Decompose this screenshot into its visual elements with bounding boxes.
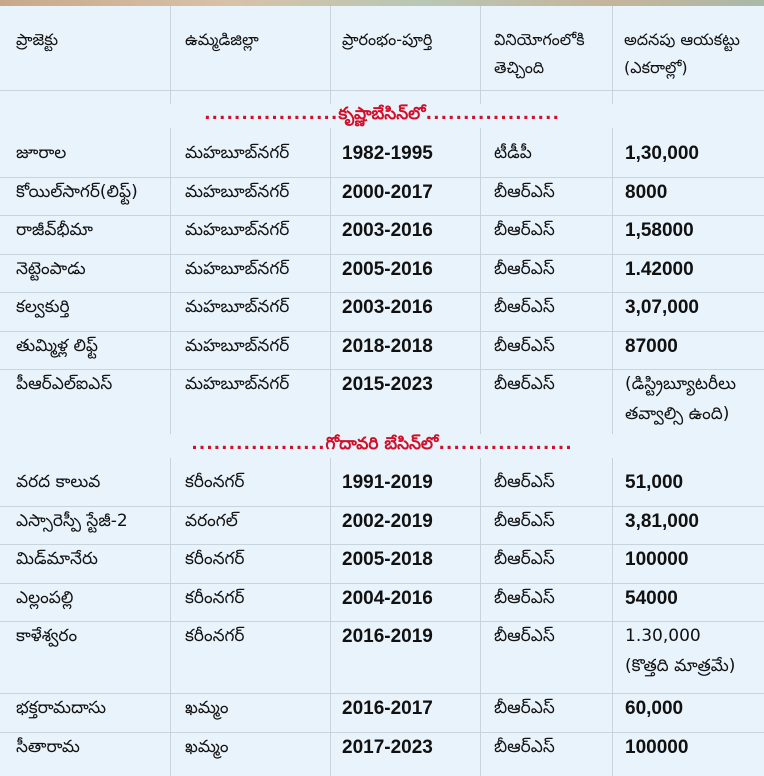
cell-party: బీఆర్‌ఎస్ xyxy=(494,472,555,492)
cell-party: బీఆర్‌ఎస్ xyxy=(494,297,555,317)
cell-project: భక్తరామదాసు xyxy=(16,698,106,718)
cell-project: నెట్టెంపాడు xyxy=(16,258,86,279)
cell-party: బీఆర్‌ఎస్ xyxy=(494,258,555,279)
section-heading xyxy=(0,434,764,458)
projects-table xyxy=(0,6,764,776)
cell-acres: 3,81,000 xyxy=(625,510,699,532)
cell-period: 2000-2017 xyxy=(342,181,433,203)
cell-period: 2016-2017 xyxy=(342,698,433,719)
table-row xyxy=(0,507,764,546)
cell-district: ఖమ్మం xyxy=(185,736,229,757)
cell-project: పీఆర్‌ఎల్‌ఐఎస్ xyxy=(16,374,113,394)
cell-party: టీడీపీ xyxy=(494,143,532,163)
cell-period: 2004-2016 xyxy=(342,587,433,609)
cell-district: మహబూబ్‌నగర్ xyxy=(185,297,290,317)
cell-district: మహబూబ్‌నగర్ xyxy=(185,374,290,394)
table-row xyxy=(0,584,764,623)
table-row xyxy=(0,216,764,255)
header-period: ప్రారంభం-పూర్తి xyxy=(342,30,433,49)
cell-party: బీఆర్‌ఎస్ xyxy=(494,587,555,608)
cell-acres: 51,000 xyxy=(625,472,684,493)
section-title: గోదావరి బేసిన్‌లో xyxy=(325,434,439,454)
cell-acres: 8000 xyxy=(625,181,668,203)
cell-period: 2003-2016 xyxy=(342,297,433,318)
table-header xyxy=(0,6,764,91)
cell-project: కల్వకుర్తి xyxy=(16,297,70,317)
cell-party: బీఆర్‌ఎస్ xyxy=(494,181,555,202)
cell-district: ఖమ్మం xyxy=(185,698,229,718)
cell-district: కరీంనగర్ xyxy=(185,587,245,608)
cell-party: బీఆర్‌ఎస్ xyxy=(494,335,555,356)
cell-project: కోయిల్‌సాగర్(లిఫ్ట్) xyxy=(16,181,138,202)
cell-party: బీఆర్‌ఎస్ xyxy=(494,220,555,240)
cell-period: 2016-2019 xyxy=(342,626,433,647)
cell-period: 2017-2023 xyxy=(342,736,433,758)
cell-period: 2005-2016 xyxy=(342,258,433,280)
header-extra-acres: అదనపు ఆయకట్టు (ఎకరాల్లో) xyxy=(624,30,740,77)
table-row xyxy=(0,293,764,332)
cell-note: (కొత్తది మాత్రమే) xyxy=(625,656,736,676)
cell-acres: 1,30,000 xyxy=(625,143,699,164)
cell-acres: 1,58000 xyxy=(625,220,694,241)
table-row xyxy=(0,694,764,733)
header-used-since: వినియోగంలోకి తెచ్చింది xyxy=(494,30,585,77)
header-project: ప్రాజెక్టు xyxy=(16,30,59,49)
table-row xyxy=(0,178,764,217)
cell-period: 1982-1995 xyxy=(342,143,433,164)
cell-district: కరీంనగర్ xyxy=(185,472,245,492)
cell-district: కరీంనగర్ xyxy=(185,549,245,569)
cell-period: 1991-2019 xyxy=(342,472,433,493)
cell-period: 2003-2016 xyxy=(342,220,433,241)
cell-district: వరంగల్ xyxy=(185,510,238,531)
cell-project: సీతారామ xyxy=(16,736,80,757)
cell-acres: 100000 xyxy=(625,736,689,758)
cell-project: ఎస్సారెస్పీ స్టేజీ-2 xyxy=(16,510,128,531)
section-title: కృష్ణాబేసిన్‌లో xyxy=(338,104,426,124)
table-row xyxy=(0,370,764,442)
table-row xyxy=(0,733,764,772)
table-row xyxy=(0,139,764,178)
cell-period: 2002-2019 xyxy=(342,510,433,532)
cell-acres: 1.30,000 xyxy=(625,626,701,646)
cell-period: 2005-2018 xyxy=(342,549,433,570)
cell-party: బీఆర్‌ఎస్ xyxy=(494,549,555,569)
dotted-leader: .................. xyxy=(204,104,339,124)
cell-district: కరీంనగర్ xyxy=(185,626,245,646)
cell-party: బీఆర్‌ఎస్ xyxy=(494,736,555,757)
dotted-leader: .................. xyxy=(191,434,326,454)
cell-acres: 3,07,000 xyxy=(625,297,699,318)
section-heading xyxy=(0,104,764,128)
cell-district: మహబూబ్‌నగర్ xyxy=(185,181,290,202)
cell-acres: 54000 xyxy=(625,587,678,609)
cell-project: ఎల్లంపల్లి xyxy=(16,587,74,608)
cell-note: తవ్వాల్సి ఉంది) xyxy=(625,404,730,424)
cell-party: బీఆర్‌ఎస్ xyxy=(494,374,555,394)
cell-district: మహబూబ్‌నగర్ xyxy=(185,258,290,279)
cell-acres: 100000 xyxy=(625,549,689,570)
cell-district: మహబూబ్‌నగర్ xyxy=(185,220,290,240)
cell-district: మహబూబ్‌నగర్ xyxy=(185,335,290,356)
cell-project: మిడ్‌మానేరు xyxy=(16,549,98,569)
cell-district: మహబూబ్‌నగర్ xyxy=(185,143,290,163)
header-district: ఉమ్మడిజిల్లా xyxy=(185,30,259,49)
cell-project: జూరాల xyxy=(16,143,67,163)
cell-period: 2015-2023 xyxy=(342,374,433,395)
cell-period: 2018-2018 xyxy=(342,335,433,357)
table-row xyxy=(0,255,764,294)
cell-party: బీఆర్‌ఎస్ xyxy=(494,510,555,531)
cell-party: బీఆర్‌ఎస్ xyxy=(494,698,555,718)
cell-party: బీఆర్‌ఎస్ xyxy=(494,626,555,646)
dotted-leader: .................. xyxy=(438,434,573,454)
cell-acres: (డిస్ట్రిబ్యూటరీలు xyxy=(625,374,737,394)
cell-acres: 1.42000 xyxy=(625,258,694,280)
dotted-leader: .................. xyxy=(425,104,560,124)
cell-acres: 87000 xyxy=(625,335,678,357)
cell-project: కాళేశ్వరం xyxy=(16,626,78,646)
table-row xyxy=(0,468,764,507)
cell-project: రాజీవ్‌భీమా xyxy=(16,220,93,240)
cell-acres: 60,000 xyxy=(625,698,684,719)
table-row xyxy=(0,332,764,371)
table-row xyxy=(0,622,764,694)
cell-project: తుమ్మిళ్ల లిఫ్ట్ xyxy=(16,335,99,356)
table-row xyxy=(0,545,764,584)
cell-project: వరద కాలువ xyxy=(16,472,101,492)
